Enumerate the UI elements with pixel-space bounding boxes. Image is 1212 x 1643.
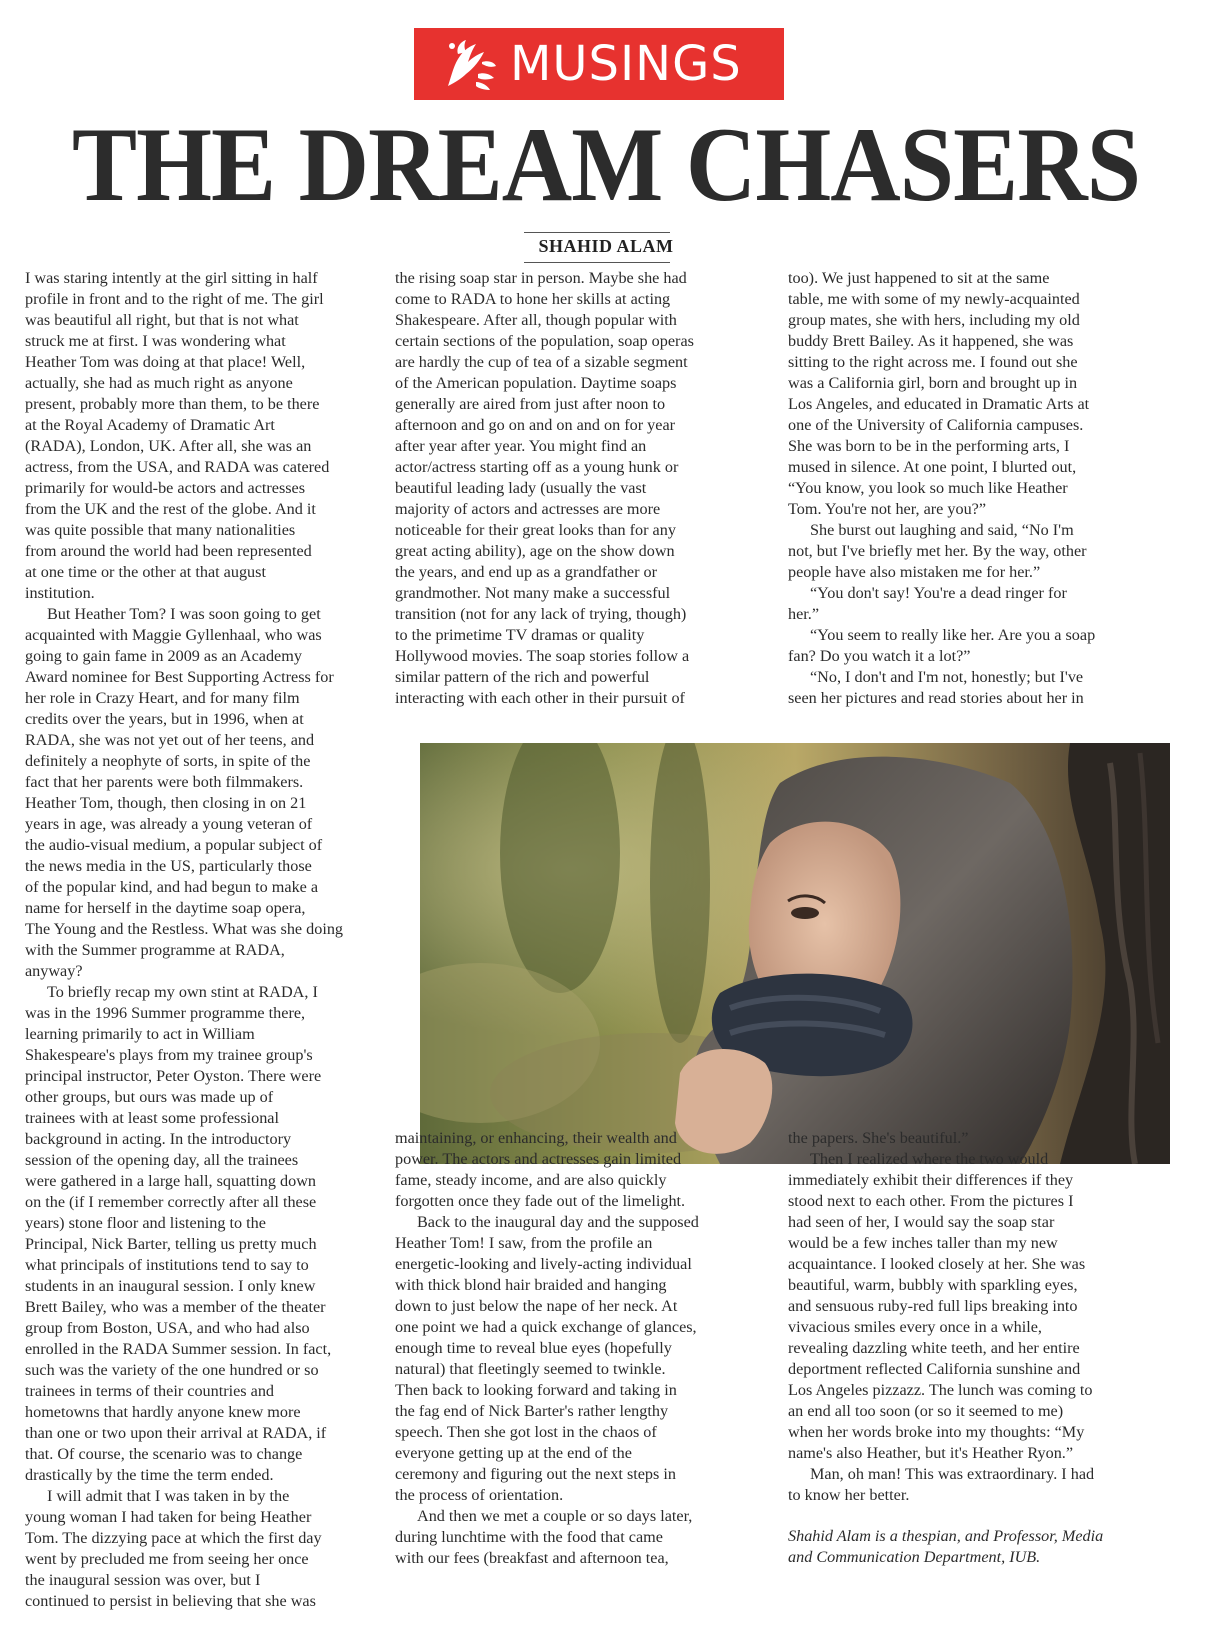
byline: SHAHID ALAM [538, 236, 674, 256]
section-label: MUSINGS [510, 36, 742, 92]
quill-writer-icon [438, 34, 500, 94]
paragraph: She burst out laughing and said, “No I'm not, but I've briefly met her. By the way, other people have also mistaken me for her.” [788, 521, 1087, 581]
byline-rule-bottom [524, 262, 670, 263]
paragraph: “You seem to really like her. Are you a soap fan? Do you watch it a lot?” [788, 626, 1096, 665]
section-banner [414, 28, 784, 100]
paragraph: Man, oh man! This was extraordinary. I had to know her better. [788, 1465, 1095, 1504]
woman-in-scarf-photo [420, 743, 1170, 1164]
paragraph: the rising soap star in person. Maybe she had come to RADA to hone her skills at acting Shakespeare. After all, though popular with certain sections of the population, soap operas are hardly the cup of tea of a sizable segment of the American population. Daytime soaps generally are aired from just after noon to afternoon and go on and on and on for year after year after year. You might find an actor/actress starting off as a young hunk or beautiful leading lady (usually the vast majority of actors and actresses are more noticeable for their great looks than for any great acting ability), age on the show down the years, and end up as a grandfather or grandmother. Not many make a successful transition (not for any lack of trying, though) to the primetime TV dramas or quality Hollywood movies. The soap stories follow a similar pattern of the rich and powerful interacting with each other in their pursuit of [395, 269, 694, 707]
paragraph: To briefly recap my own stint at RADA, I was in the 1996 Summer programme there, learning primarily to act in William Shakespeare's plays from my trainee group's principal instructor, Peter Oyston. There were other groups, but ours was made up of trainees with at least some professional background in acting. In the introductory session of the opening day, all the trainees were gathered in a large hall, squatting down on the (if I remember correctly after all these years) stone floor and listening to the Principal, Nick Barter, telling us pretty much what principals of institutions tend to say to students in an inaugural session. I only knew Brett Bailey, who was a member of the theater group from Boston, USA, and who had also enrolled in the RADA Summer session. In fact, such was the variety of the one hundred or so trainees in terms of their countries and hometowns that hardly anyone knew more than one or two upon their arrival at RADA, if that. Of course, the scenario was to change drastically by the time the term ended. [25, 983, 332, 1484]
byline-rule-top [524, 232, 670, 233]
paragraph: I will admit that I was taken in by the young woman I had taken for being Heather Tom. The dizzying pace at which the first day went by precluded me from seeing her once the inaugural session was over, but I continued to persist in believing that she was [25, 1487, 322, 1610]
paragraph: And then we met a couple or so days later, during lunchtime with the food that came with our fees (breakfast and afternoon tea, [395, 1507, 693, 1567]
headline: THE DREAM CHASERS [71, 106, 1141, 223]
paragraph: “You don't say! You're a dead ringer for her.” [788, 584, 1067, 623]
paragraph: too). We just happened to sit at the same table, me with some of my newly-acquainted group mates, she with hers, including my old buddy Brett Bailey. As it happened, she was sitting to the right across me. I found out she was a California girl, born and brought up in Los Angeles, and educated in Dramatic Arts at one of the University of California campuses. She was born to be in the performing arts, I mused in silence. At one point, I blurted out, “You know, you look so much like Heather Tom. You're not her, are you?” [788, 269, 1090, 518]
author-footnote: Shahid Alam is a thespian, and Professor, Media and Communication Department, IUB. [788, 1527, 1104, 1566]
paragraph: Then I realized where the two would immediately exhibit their differences if they stood next to each other. From the pictures I had seen of her, I would say the soap star would be a few inches taller than my new acquaintance. I looked closely at her. She was beautiful, warm, bubbly with sparkling eyes, and sensuous ruby-red full lips breaking into vivacious smiles every once in a while, revealing dazzling white teeth, and her entire deportment reflected California sunshine and Los Angeles pizzazz. The lunch was coming to an end all too soon (or so it seemed to me) when her words broke into my thoughts: “My name's also Heather, but it's Heather Ryon.” [788, 1150, 1093, 1462]
paragraph: “No, I don't and I'm not, honestly; but I've seen her pictures and read stories about her in [788, 668, 1084, 707]
paragraph: But Heather Tom? I was soon going to get acquainted with Maggie Gyllenhaal, who was going to gain fame in 2009 as an Academy Award nominee for Best Supporting Actress for her role in Crazy Heart, and for many film credits over the years, but in 1996, when at RADA, she was not yet out of her teens, and definitely a neophyte of sorts, in spite of the fact that her parents were both filmmakers. Heather Tom, though, then closing in on 21 years in age, was already a young veteran of the audio-visual medium, a popular subject of the news media in the US, particularly those of the popular kind, and had begun to make a name for herself in the daytime soap opera, The Young and the Restless. What was she doing with the Summer programme at RADA, anyway? [25, 605, 344, 980]
paragraph: maintaining, or enhancing, their wealth and power. The actors and actresses gain limited fame, steady income, and are also quickly forgotten once they fade out of the limelight. [395, 1129, 686, 1210]
paragraph: the papers. She's beautiful.” [788, 1129, 969, 1147]
column-1 [25, 268, 385, 1612]
paragraph: Back to the inaugural day and the supposed Heather Tom! I saw, from the profile an energetic-looking and lively-acting individual with thick blond hair braided and hanging down to just below the nape of her neck. At one point we had a quick exchange of glances, enough time to reveal blue eyes (hopefully natural) that fleetingly seemed to twinkle. Then back to looking forward and taking in the fag end of Nick Barter's rather lengthy speech. Then she got lost in the chaos of everyone getting up at the end of the ceremony and figuring out the next steps in the process of orientation. [395, 1213, 699, 1504]
paragraph: I was staring intently at the girl sitting in half profile in front and to the right of me. The girl was beautiful all right, but that is not what struck me at first. I was wondering what Heather Tom was doing at that place! Well, actually, she had as much right as anyone present, probably more than them, to be there at the Royal Academy of Dramatic Art (RADA), London, UK. After all, she was an actress, from the USA, and RADA was catered primarily for would-be actors and actresses from the UK and the rest of the globe. And it was quite possible that many nationalities from around the world had been represented at one time or the other at that august institution. [25, 269, 330, 602]
column-3-top [788, 268, 1168, 709]
column-3-bottom [788, 1128, 1168, 1568]
column-2-top [395, 268, 760, 709]
column-2-bottom [395, 1128, 760, 1569]
